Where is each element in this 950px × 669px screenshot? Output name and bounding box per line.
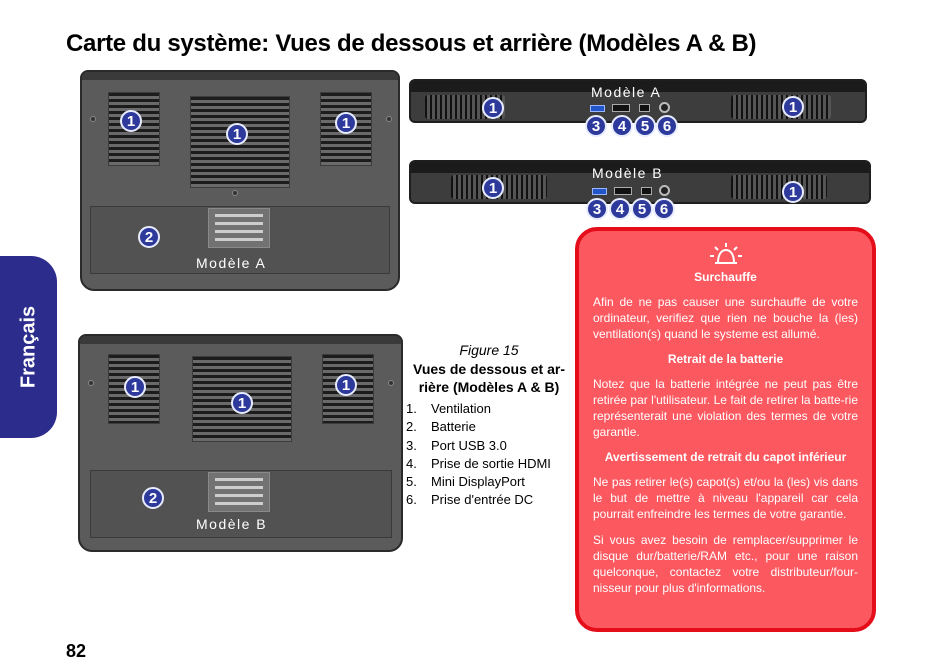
hinge-strip	[80, 336, 401, 344]
legend-item	[406, 474, 551, 492]
figure-caption	[408, 342, 570, 396]
language-tab	[0, 256, 57, 438]
callout-usb: 3	[585, 115, 607, 137]
legend-item-label: Prise de sortie HDMI	[431, 455, 551, 471]
callout-minidp: 5	[631, 198, 653, 220]
usb-port	[590, 105, 605, 112]
usb-port	[592, 188, 607, 195]
callout-hdmi: 4	[609, 198, 631, 220]
warning-paragraph: Ne pas retirer le(s) capot(s) et/ou la (les) vis dans le but de mettre à niveau l'appareil car cela pourrait enfreindre les termes de votre garantie.	[593, 475, 858, 521]
legend-item-label: Port USB 3.0	[431, 437, 507, 453]
warning-heading: Avertissement de retrait du capot inférieur	[604, 450, 847, 464]
legend-item	[406, 438, 551, 456]
callout-ventilation: 1	[335, 374, 357, 396]
callout-dc: 6	[656, 115, 678, 137]
legend-item-number: 6.	[406, 492, 417, 508]
warning-heading: Surchauffe	[694, 270, 757, 284]
callout-usb: 3	[586, 198, 608, 220]
callout-ventilation: 1	[120, 110, 142, 132]
warning-heading: Retrait de la batterie	[667, 352, 784, 366]
callout-dc: 6	[653, 198, 675, 220]
callout-hdmi: 4	[611, 115, 633, 137]
callout-ventilation: 1	[226, 123, 248, 145]
regulatory-label	[208, 208, 270, 248]
legend-item-label: Prise d'entrée DC	[431, 492, 534, 508]
legend-item-label: Ventilation	[431, 401, 491, 416]
regulatory-label	[208, 472, 270, 512]
callout-ventilation: 1	[231, 392, 253, 414]
figure-title: Vues de dessous et ar-rière (Modèles A & B)	[413, 361, 565, 395]
rear-right-vent	[731, 95, 831, 119]
legend-item	[406, 456, 551, 474]
callout-battery: 2	[138, 226, 160, 248]
legend-item	[406, 401, 551, 419]
screw	[388, 380, 394, 386]
screw	[90, 116, 96, 122]
figure-legend	[406, 401, 551, 511]
language-tab-label: Français	[17, 305, 39, 389]
rear-model-a-label: Modèle A	[591, 84, 662, 100]
rear-right-vent	[731, 175, 827, 199]
warning-paragraph: Afin de ne pas causer une surchauffe de votre ordinateur, verifiez que rien ne bouche la (les) ventilation(s) quand le systeme est allumé.	[593, 295, 858, 341]
screw	[88, 380, 94, 386]
warning-paragraph: Si vous avez besoin de remplacer/supprimer le disque dur/batterie/RAM etc., pour une raison quelconque, contactez votre distributeur/four-nisseur pour plus d'informations.	[593, 533, 858, 595]
callout-ventilation: 1	[124, 376, 146, 398]
figure-number: Figure 15	[459, 342, 519, 358]
bottom-view-model-b	[78, 334, 403, 552]
model-b-label: Modèle B	[196, 516, 268, 532]
warning-box	[575, 227, 876, 632]
legend-item-number: 2.	[406, 419, 417, 435]
bottom-view-model-a	[80, 70, 400, 291]
minidp-port	[639, 104, 650, 112]
callout-battery: 2	[142, 487, 164, 509]
legend-item-number: 3.	[406, 437, 417, 453]
rear-model-b-label: Modèle B	[592, 165, 664, 181]
minidp-port	[641, 187, 652, 195]
screw	[386, 116, 392, 122]
legend-item-number: 4.	[406, 455, 417, 471]
callout-ventilation: 1	[335, 112, 357, 134]
legend-item-number: 5.	[406, 474, 417, 490]
hdmi-port	[612, 104, 630, 112]
legend-item-label: Mini DisplayPort	[431, 474, 525, 490]
dc-in-port	[659, 185, 670, 196]
legend-item-label: Batterie	[431, 419, 476, 435]
screw	[232, 190, 238, 196]
legend-item-number: 1.	[406, 401, 417, 416]
callout-ventilation: 1	[482, 97, 504, 119]
legend-item	[406, 419, 551, 437]
callout-minidp: 5	[634, 115, 656, 137]
overheat-warning-icon	[706, 241, 746, 267]
hdmi-port	[614, 187, 632, 195]
page-title: Carte du système: Vues de dessous et arrière (Modèles A & B)	[66, 30, 757, 57]
page-number: 82	[66, 641, 87, 661]
model-a-label: Modèle A	[196, 255, 267, 271]
warning-paragraph: Notez que la batterie intégrée ne peut pas être retirée par l'utilisateur. Le fait de retirer la batte-rie représenterait une violation des termes de votre garantie.	[593, 377, 858, 439]
callout-ventilation: 1	[782, 181, 804, 203]
callout-ventilation: 1	[782, 96, 804, 118]
legend-item	[406, 492, 551, 510]
dc-in-port	[659, 102, 670, 113]
callout-ventilation: 1	[482, 177, 504, 199]
hinge-strip	[82, 72, 398, 80]
